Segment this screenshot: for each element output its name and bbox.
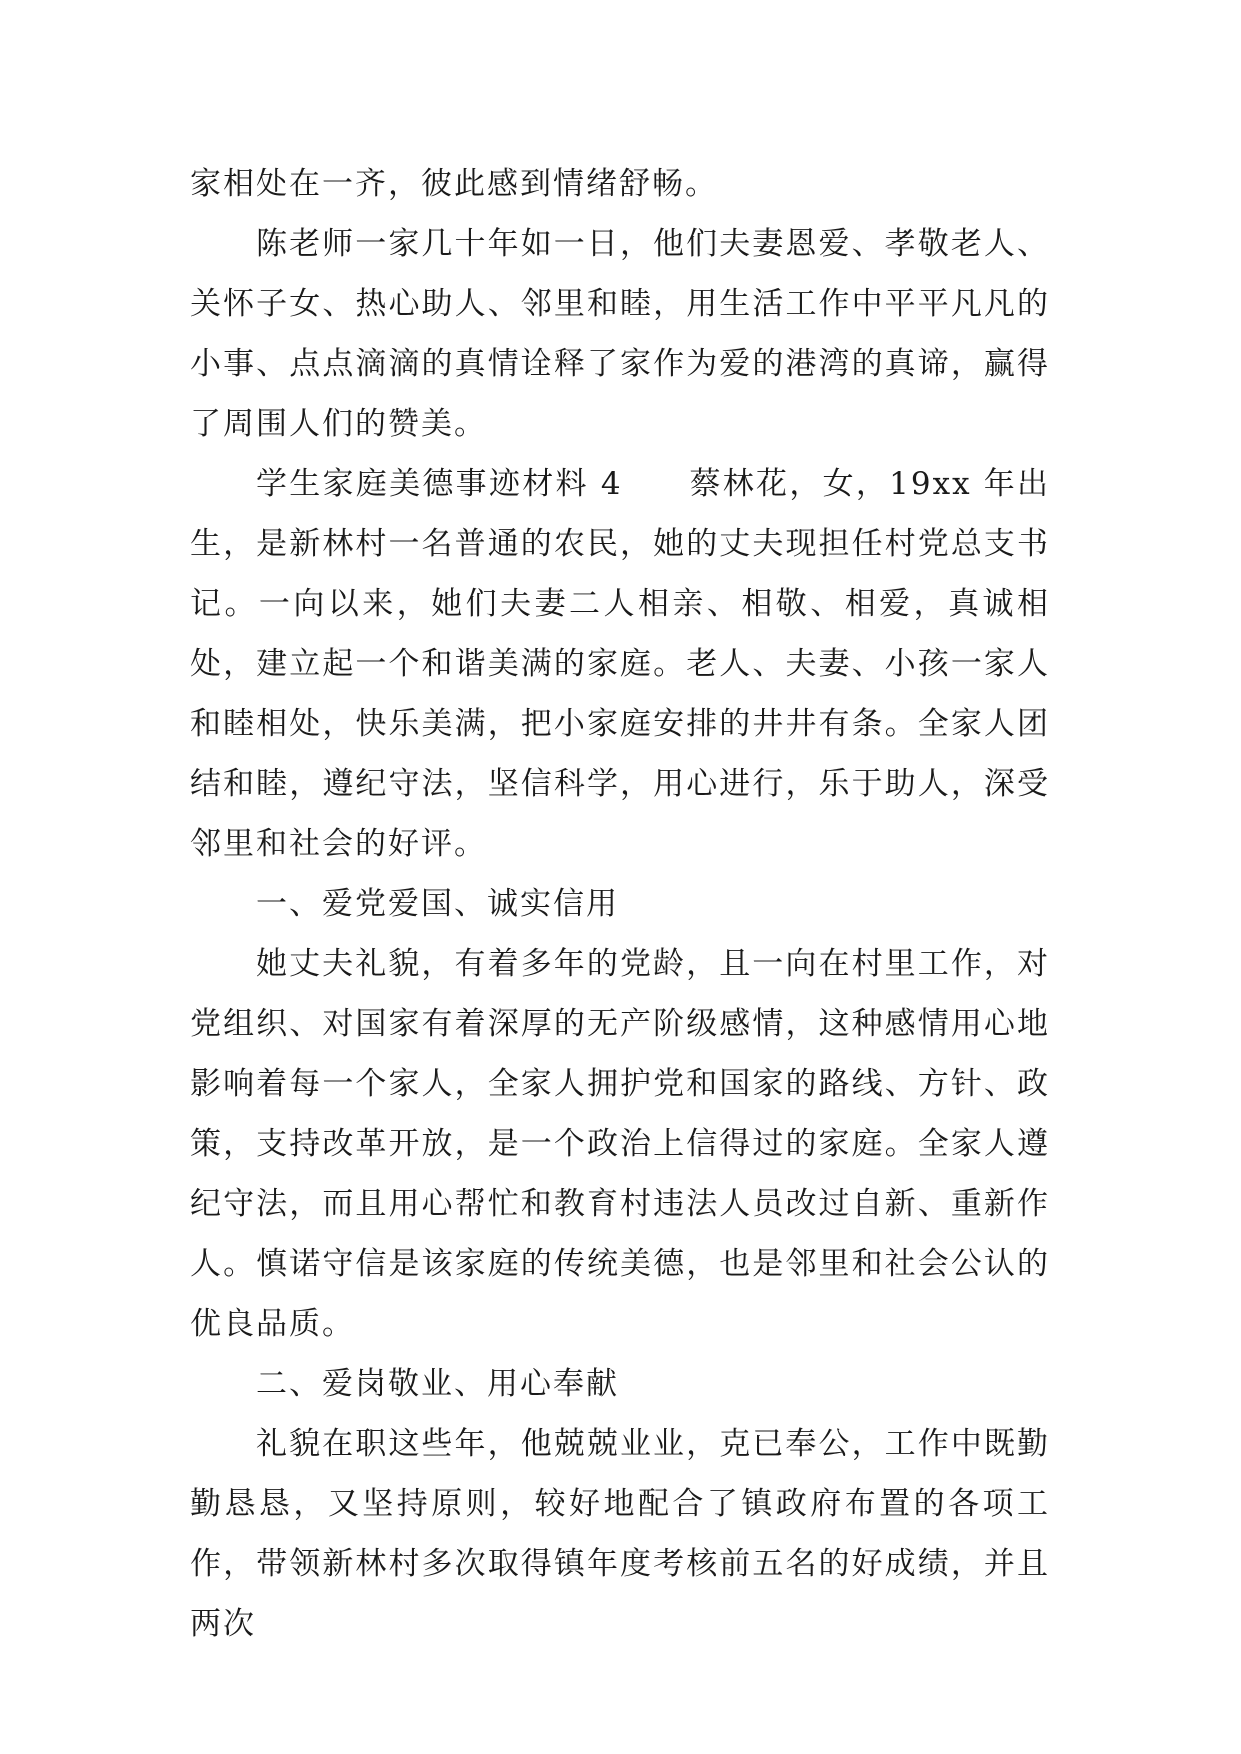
section-heading-dedication: 二、爱岗敬业、用心奉献 bbox=[256, 1366, 619, 1402]
section-heading-love-party: 一、爱党爱国、诚实信用 bbox=[256, 886, 619, 922]
document-body bbox=[190, 154, 1050, 1654]
paragraph-dedication: 礼貌在职这些年，他兢兢业业，克已奉公，工作中既勤勤恳恳，又坚持原则，较好地配合了镇政府布置的各项工作，带领新林村多次取得镇年度考核前五名的好成绩，并且两次 bbox=[190, 1426, 1050, 1642]
paragraph-chen-family: 陈老师一家几十年如一日，他们夫妻恩爱、孝敬老人、关怀子女、热心助人、邻里和睦，用生活工作中平平凡凡的小事、点点滴滴的真情诠释了家作为爱的港湾的真谛，赢得了周围人们的赞美。 bbox=[190, 226, 1050, 442]
paragraph-material-4-intro: 学生家庭美德事迹材料 4 蔡林花，女，19xx 年出生，是新林村一名普通的农民，她的丈夫现担任村党总支书记。一向以来，她们夫妻二人相亲、相敬、相爱，真诚相处，建立起一个和谐美满的家庭。老人、夫妻、小孩一家人和睦相处，快乐美满，把小家庭安排的井井有条。全家人团结和睦，遵纪守法，坚信科学，用心进行，乐于助人，深受邻里和社会的好评。 bbox=[190, 466, 1050, 862]
paragraph-continuation: 家相处在一齐，彼此感到情绪舒畅。 bbox=[190, 166, 718, 202]
paragraph-love-party: 她丈夫礼貌，有着多年的党龄，且一向在村里工作，对党组织、对国家有着深厚的无产阶级感情，这种感情用心地影响着每一个家人，全家人拥护党和国家的路线、方针、政策，支持改革开放，是一个政治上信得过的家庭。全家人遵纪守法，而且用心帮忙和教育村违法人员改过自新、重新作人。慎诺守信是该家庭的传统美德，也是邻里和社会公认的优良品质。 bbox=[190, 946, 1050, 1342]
